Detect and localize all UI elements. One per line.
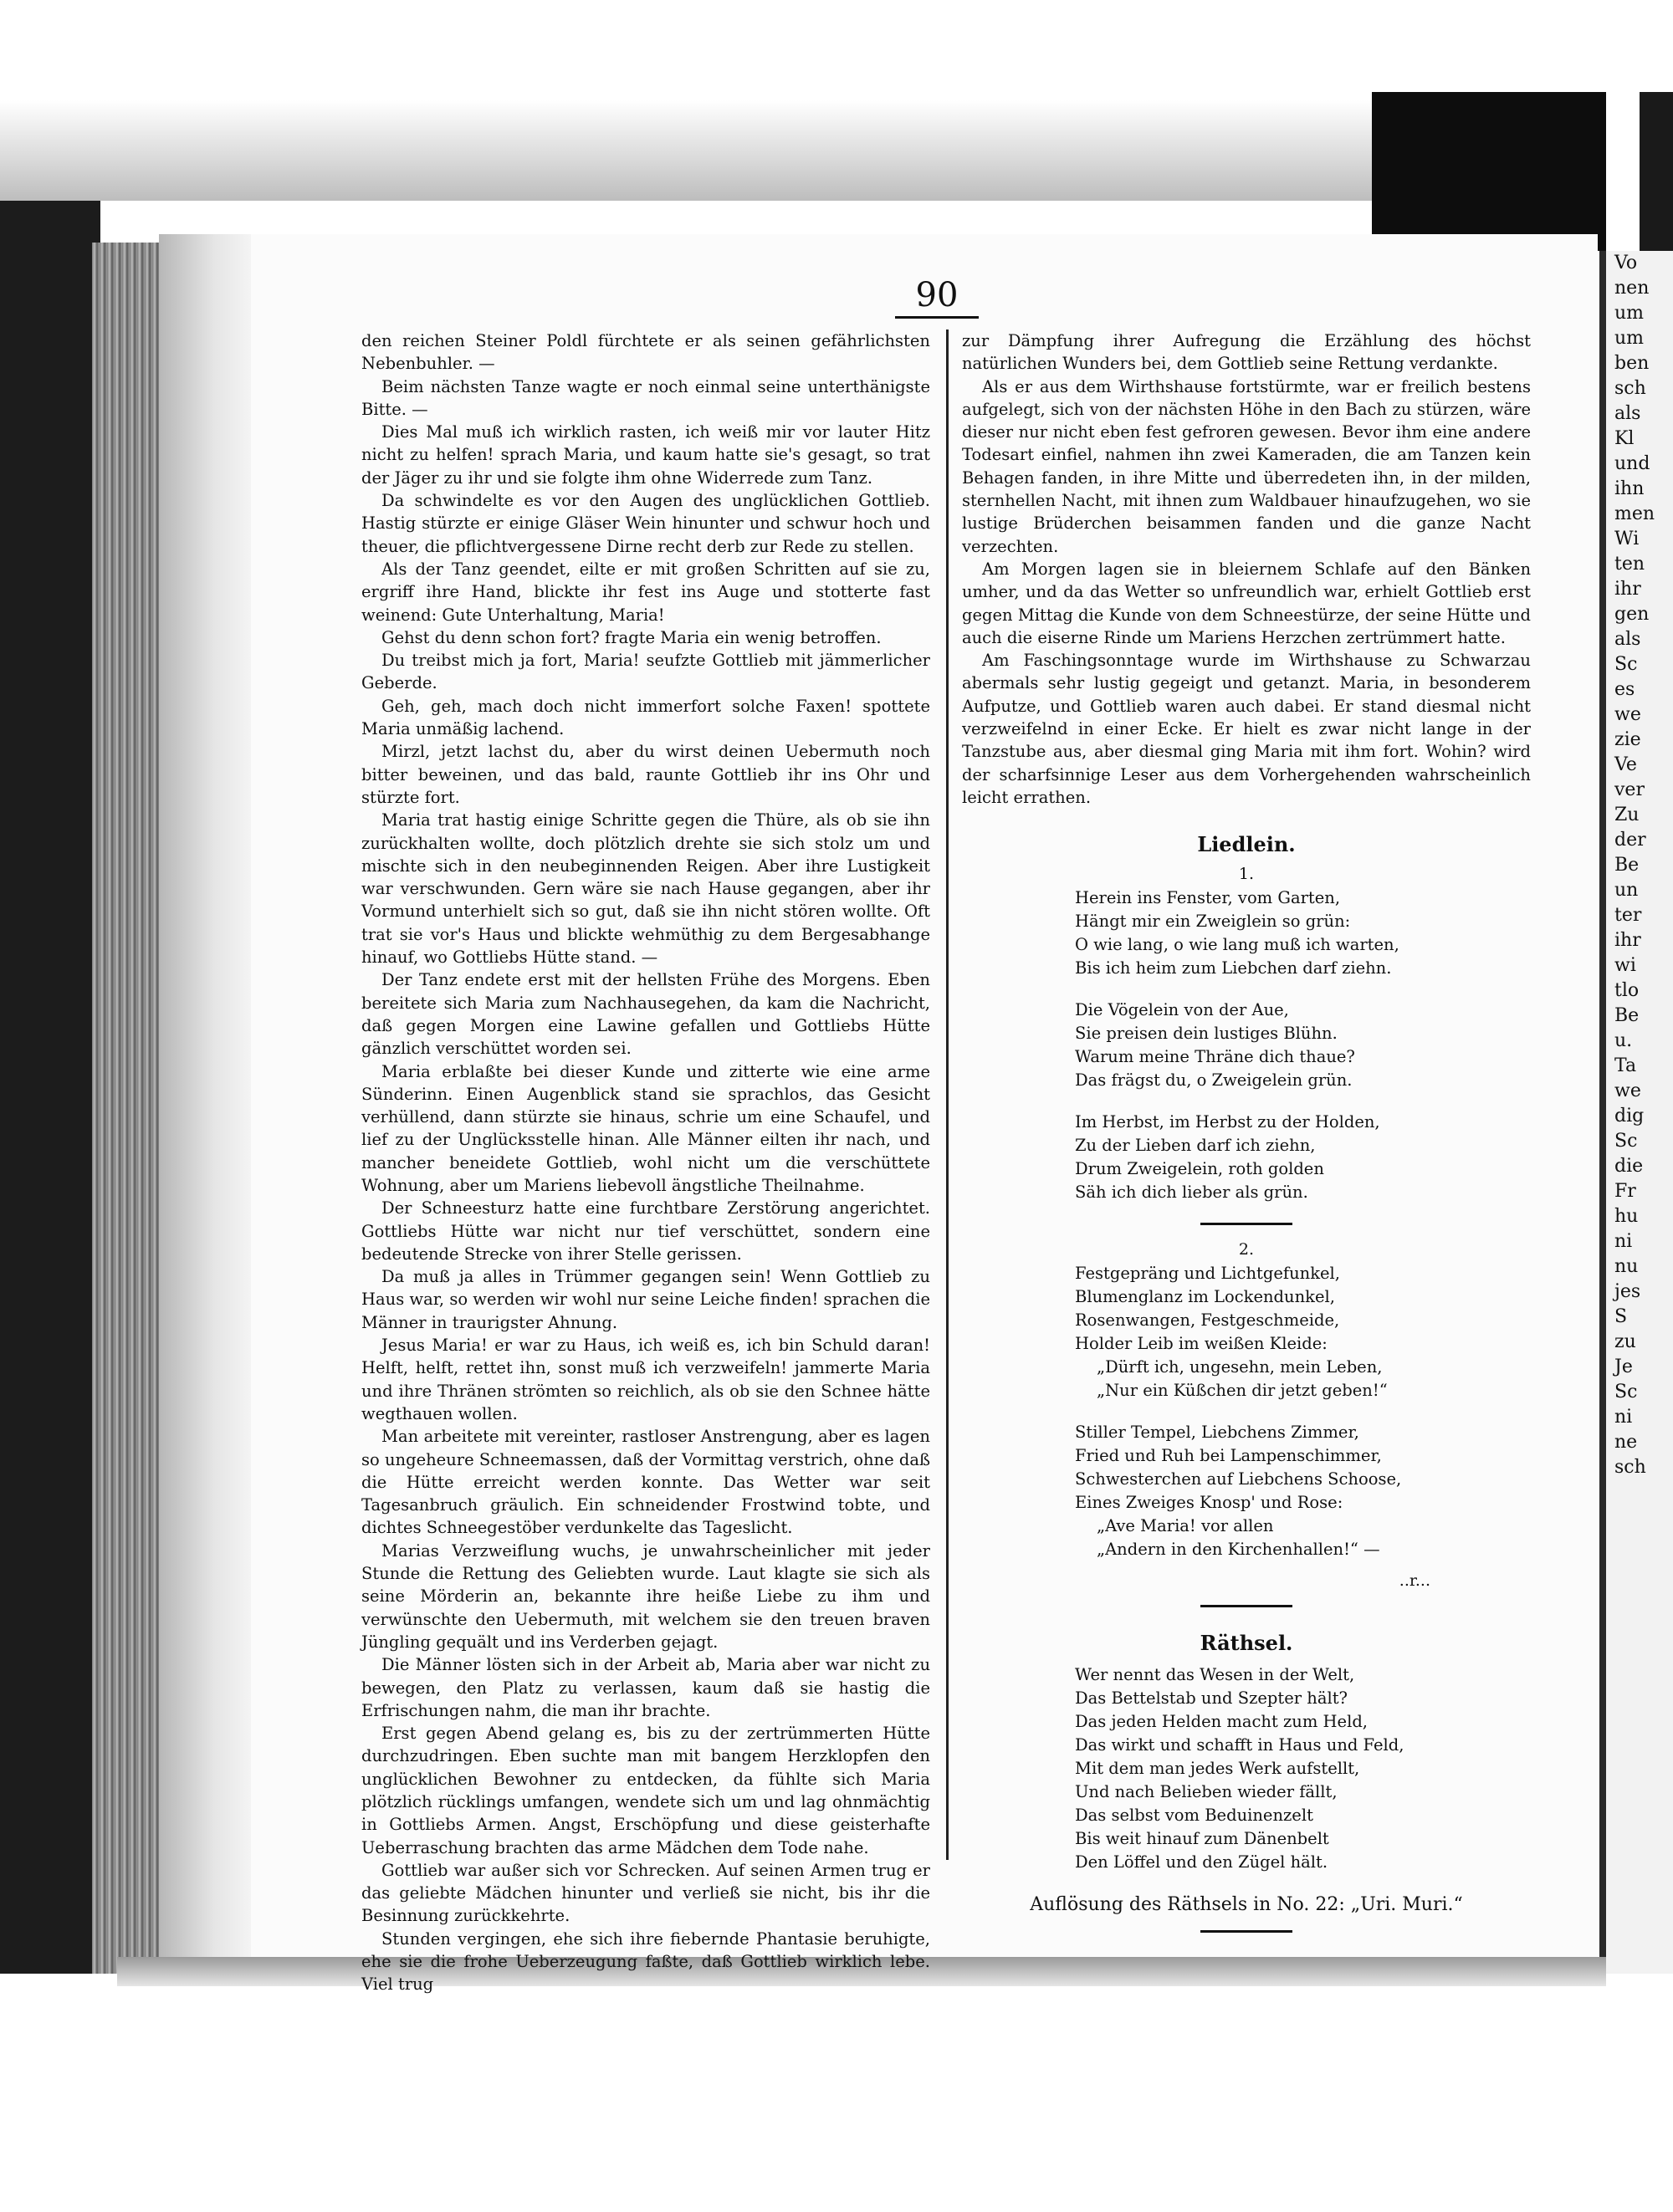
paragraph: Da muß ja alles in Trümmer gegangen sein! Wenn Gottlieb zu Haus war, so werden wir wohl nur seine Leiche finden! sprachen die Männer in traurigster Ahnung.: [361, 1267, 930, 1332]
paragraph: Man arbeitete mit vereinter, rastloser Anstrengung, aber es lagen so ungeheure Schneemassen, daß der Vormittag verstrich, ohne daß die Hütte erreicht werden konnte. Das Wetter war seit Tagesanbruch gräulich. Ein schneidender Frostwind tobte, und dichtes Schneegestöber verdunkelte das Tageslicht.: [361, 1427, 930, 1538]
poem-line: Mit dem man jedes Werk aufstellt,: [1075, 1759, 1360, 1779]
next-page-text: ni: [1614, 1231, 1633, 1252]
next-page-text: nen: [1614, 278, 1650, 299]
paragraph: Am Morgen lagen sie in bleiernem Schlafe auf den Bänken umher, und da das Wetter so unfreundlich war, erhielt Gottlieb erst gegen Mittag die Kunde von dem Schneestürze, der seine Hütte und auch die eiserne Rinde um Mariens Herzchen zertrümmert hatte.: [962, 559, 1531, 647]
poem-signature: ..r...: [1399, 1571, 1430, 1591]
paragraph: Beim nächsten Tanze wagte er noch einmal seine unterthänigste Bitte. —: [361, 376, 930, 419]
scan-left-dark-edge: [0, 201, 100, 1974]
poem-line: Das Bettelstab und Szepter hält?: [1075, 1688, 1348, 1709]
next-page-text: Vo: [1614, 253, 1638, 273]
next-page-text: tlo: [1614, 980, 1640, 1001]
poem-line: Drum Zweigelein, roth golden: [1075, 1159, 1324, 1179]
paragraph: Der Schneesturz hatte eine furchtbare Zerstörung angerichtet. Gottliebs Hütte war nicht nur tief verschüttet, sondern eine bedeutende Strecke von ihrer Stelle gerissen.: [361, 1198, 930, 1264]
poem-line: „Nur ein Küßchen dir jetzt geben!“: [1097, 1381, 1388, 1401]
page-curl-shadow: [159, 234, 251, 1965]
column-divider: [946, 330, 949, 1860]
paragraph: Geh, geh, mach doch nicht immerfort solche Faxen! spottete Maria unmäßig lachend.: [361, 696, 930, 739]
next-page-text: Sc: [1614, 1131, 1638, 1152]
paragraph: Gottlieb war außer sich vor Schrecken. Auf seinen Armen trug er das geliebte Mädchen hinunter und verließ sie nicht, bis ihr die Besinnung zurückkehrte.: [361, 1860, 930, 1926]
next-page-text: Zu: [1614, 805, 1640, 825]
next-page-text: und: [1614, 453, 1650, 474]
next-page-text: hu: [1614, 1206, 1639, 1227]
section-rule: [1200, 1223, 1292, 1225]
poem-line: Die Vögelein von der Aue,: [1075, 1000, 1289, 1020]
next-page-text: we: [1614, 704, 1641, 725]
liedlein-part1: [1075, 886, 1531, 1204]
paragraph: Jesus Maria! er war zu Haus, ich weiß es, ich bin Schuld daran! Helft, helft, rettet ihn, sonst muß ich verzweifeln! jammerte Maria und ihre Thränen strömten so reichlich, als ob sie den Schnee hätte wegthauen wollen.: [361, 1336, 930, 1423]
next-page-text: als: [1614, 403, 1641, 424]
paragraph: Der Tanz endete erst mit der hellsten Frühe des Morgens. Eben bereitete sich Maria zum Nachhausegehen, da kam die Nachricht, daß gegen Morgen eine Lawine gefallen und Gottliebs Hütte gänzlich verschüttet worden sei.: [361, 970, 930, 1059]
next-page-text: Ta: [1614, 1055, 1637, 1076]
raethsel-poem: [1075, 1663, 1531, 1874]
poem-stanza: [1075, 1262, 1531, 1402]
next-page-text: Be: [1614, 855, 1640, 876]
paragraph: Da schwindelte es vor den Augen des unglücklichen Gottlieb. Hastig stürzte er einige Gläser Wein hinunter und schwur hoch und theuer, die pflichtvergessene Dirne recht derb zur Rede zu stellen.: [361, 491, 930, 556]
next-page-text: Ve: [1614, 754, 1637, 775]
paragraph: Als der Tanz geendet, eilte er mit großen Schritten auf sie zu, ergriff ihre Hand, blickte ihr fest ins Auge und stotterte fast weinend: Gute Unterhaltung, Maria!: [361, 559, 930, 625]
right-prose: [962, 330, 1531, 809]
poem-line: Und nach Belieben wieder fällt,: [1075, 1782, 1338, 1802]
next-page-text: dig: [1614, 1106, 1645, 1126]
next-page-text: Sc: [1614, 654, 1638, 675]
scan-dark-region: [1372, 92, 1606, 251]
paragraph: Mirzl, jetzt lachst du, aber du wirst deinen Uebermuth noch bitter beweinen, und das bald, raunte Gottlieb ihr ins Ohr und stürzte fort.: [361, 742, 930, 807]
left-column: [361, 330, 930, 1996]
poem-line: Rosenwangen, Festgeschmeide,: [1075, 1310, 1340, 1331]
book-page-edges: [92, 243, 167, 1974]
next-page-text: um: [1614, 328, 1645, 349]
next-page-text: ben: [1614, 353, 1650, 374]
next-page-text: als: [1614, 629, 1641, 650]
next-page-text: Fr: [1614, 1181, 1636, 1202]
poem-line: Stiller Tempel, Liebchens Zimmer,: [1075, 1423, 1359, 1443]
poem-line: Im Herbst, im Herbst zu der Holden,: [1075, 1112, 1380, 1132]
next-page-text: we: [1614, 1080, 1641, 1101]
next-page-text: es: [1614, 679, 1635, 700]
poem-line: Das frägst du, o Zweigelein grün.: [1075, 1070, 1353, 1091]
section-rule: [1200, 1930, 1292, 1933]
liedlein-part2: [1075, 1262, 1531, 1561]
poem-line: Bis weit hinauf zum Dänenbelt: [1075, 1829, 1329, 1849]
paragraph: Erst gegen Abend gelang es, bis zu der zertrümmerten Hütte durchzudringen. Eben suchte man mit bangem Herzklopfen den unglücklichen Bewohner zu entdecken, da fühlte sich Maria plötzlich rücklings umfangen, wendete sich um und lag ohnmächtig in Gottliebs Armen. Angst, Erschöpfung und diese geisterhafte Ueberraschung brachten das arme Mädchen dem Tode nahe.: [361, 1724, 930, 1857]
poem-line: Holder Leib im weißen Kleide:: [1075, 1334, 1328, 1354]
next-page-text: zu: [1614, 1331, 1636, 1352]
poem-line: Zu der Lieben darf ich ziehn,: [1075, 1136, 1316, 1156]
next-page-text: Je: [1614, 1356, 1633, 1377]
poem-stanza: [1075, 886, 1531, 980]
scan-shadow-top: [0, 100, 1372, 201]
paragraph: Maria erblaßte bei dieser Kunde und zitterte wie eine arme Sünderinn. Einen Augenblick stand sie sprachlos, das Gesicht verhüllend, dann stürzte sie hinaus, schrie um eine Schaufel, und lief zu der Unglücksstelle hinan. Alle Männer eilten ihr nach, und mancher beneidete Gottlieb, wohl nicht um die verschüttete Wohnung, aber um Mariens liebevoll ängstliche Theilnahme.: [361, 1061, 930, 1195]
poem-line: Herein ins Fenster, vom Garten,: [1075, 888, 1341, 908]
next-page-text: gen: [1614, 604, 1650, 625]
poem-line: Das wirkt und schafft in Haus und Feld,: [1075, 1735, 1404, 1755]
poem-stanza: [1075, 1111, 1531, 1204]
gutter-line: [1599, 251, 1606, 1957]
poem-line: Warum meine Thräne dich thaue?: [1075, 1047, 1355, 1067]
paragraph: den reichen Steiner Poldl fürchtete er als seinen gefährlichsten Nebenbuhler. —: [361, 331, 930, 374]
poem-line: Wer nennt das Wesen in der Welt,: [1075, 1665, 1355, 1685]
next-page-text: jes: [1614, 1281, 1641, 1302]
next-page-text: Be: [1614, 1005, 1640, 1026]
poem-line: Blumenglanz im Lockendunkel,: [1075, 1287, 1335, 1307]
next-page-text: ni: [1614, 1407, 1633, 1428]
next-page-text: zie: [1614, 729, 1641, 750]
paragraph: zur Dämpfung ihrer Aufregung die Erzählung des höchst natürlichen Wunders bei, dem Gottlieb seine Rettung verdankte.: [962, 331, 1531, 374]
paragraph: Marias Verzweiflung wuchs, je unwahrscheinlicher mit jeder Stunde die Rettung des Geliebten wurde. Laut klagte sie sich als seine Mörderin an, bekannte ihre heiße Liebe zu ihm und verwünschte den Uebermuth, mit welchem sie den treuen braven Jüngling gequält und ins Verderben gejagt.: [361, 1540, 930, 1652]
paragraph: Die Männer lösten sich in der Arbeit ab, Maria aber war nicht zu bewegen, den Platz zu verlassen, kaum daß sie hastig die Erfrischungen nahm, die man ihr brachte.: [361, 1655, 930, 1720]
poem-stanza: [1075, 999, 1531, 1092]
next-page-text: u.: [1614, 1030, 1633, 1051]
next-page-text: men: [1614, 503, 1655, 524]
next-page-text: ihr: [1614, 930, 1641, 951]
next-page-text: ihn: [1614, 478, 1645, 499]
poem-line: O wie lang, o wie lang muß ich warten,: [1075, 935, 1399, 955]
right-column: [962, 330, 1531, 1948]
poem-line: Schwesterchen auf Liebchens Schoose,: [1075, 1469, 1402, 1489]
raethsel-title: Räthsel.: [1200, 1631, 1293, 1656]
paragraph: Gehst du denn schon fort? fragte Maria ein wenig betroffen.: [381, 627, 882, 647]
next-page-text: Wi: [1614, 529, 1640, 549]
paragraph: Stunden vergingen, ehe sich ihre fiebernde Phantasie beruhigte, ehe sie die frohe Ueberzeugung faßte, daß Gottlieb wirklich lebe. Viel trug: [361, 1928, 930, 1995]
paragraph: Maria trat hastig einige Schritte gegen die Thüre, als ob sie ihn zurückhalten wollte, doch plötzlich drehte sie sich stolz um und mischte sich in den neubeginnenden Reigen. Aber ihre Lustigkeit war verschwunden. Gern wäre sie nach Hause gegangen, aber ihr Vormund unterhielt sich so gut, daß sie ihn nicht stören wollte. Oft trat sie vor's Haus und blickte wehmüthig zu dem Bergesabhange hinauf, wo Gottliebs Hütte stand. —: [361, 810, 930, 968]
paragraph: Als er aus dem Wirthshause fortstürmte, war er freilich bestens aufgelegt, sich von der nächsten Höhe in den Bach zu stürzen, wäre dieser nur nicht eben fest gefroren gewesen. Bevor ihm eine andere Todesart einfiel, nahmen ihn zwei Kameraden, die am Tanzen kein Behagen fanden, in ihre Mitte und überredeten ihn, in der milden, sternhellen Nacht, mit ihnen zum Waldbauer hinaufzugehen, wo sie lustige Brüderchen beisammen fanden und die ganze Nacht verzechten.: [962, 376, 1531, 556]
next-page-text: Sc: [1614, 1382, 1638, 1402]
poem-line: „Andern in den Kirchenhallen!“ —: [1097, 1540, 1380, 1560]
next-page-text: ten: [1614, 554, 1645, 575]
poem-line: Festgepräng und Lichtgefunkel,: [1075, 1264, 1340, 1284]
next-page-text: um: [1614, 303, 1645, 324]
next-page-text: die: [1614, 1156, 1644, 1177]
poem-line: Den Löffel und den Zügel hält.: [1075, 1852, 1328, 1872]
poem-line: Hängt mir ein Zweiglein so grün:: [1075, 912, 1351, 932]
poem-line: Das jeden Helden macht zum Held,: [1075, 1712, 1369, 1732]
next-page-text: der: [1614, 830, 1646, 851]
paragraph: Du treibst mich ja fort, Maria! seufzte Gottlieb mit jämmerlicher Geberde.: [361, 651, 930, 693]
poem-line: Eines Zweiges Knosp' und Rose:: [1075, 1493, 1343, 1513]
poem-line: „Ave Maria! vor allen: [1097, 1516, 1274, 1536]
paragraph: Dies Mal muß ich wirklich rasten, ich weiß mir vor lauter Hitz nicht zu helfen! sprach Maria, und kaum hatte sie's gesagt, so trat der Jäger zu ihr und sie folgte ihm ohne Widerrede zum Tanz.: [361, 422, 930, 488]
next-page-text: Kl: [1614, 428, 1635, 449]
section-rule: [1200, 1605, 1292, 1607]
scan-dark-region-right: [1640, 92, 1673, 251]
liedlein-part2-number: 2.: [1238, 1240, 1255, 1259]
next-page-text: ihr: [1614, 579, 1641, 600]
poem-line: Sie preisen dein lustiges Blühn.: [1075, 1024, 1338, 1044]
next-page-text: un: [1614, 880, 1639, 901]
paragraph: Am Faschingsonntage wurde im Wirthshause zu Schwarzau abermals sehr lustig gegeigt und getanzt. Maria, in besonderem Aufputze, und Gottlieb waren auch dabei. Er stand diesmal nicht verzweifelnd in einer Ecke. Er hielt es zwar nicht lange in der Tanzstube aus, aber diesmal ging Maria mit ihm fort. Wohin? wird der scharfsinnige Leser aus dem Vorhergehenden wahrscheinlich leicht errathen.: [962, 651, 1531, 807]
next-page-text: ver: [1614, 779, 1645, 800]
poem-stanza: [1075, 1421, 1531, 1561]
poem-line: „Dürft ich, ungesehn, mein Leben,: [1097, 1357, 1383, 1377]
raethsel-solution: Auflösung des Räthsels in No. 22: „Uri. Muri.“: [1030, 1894, 1463, 1916]
next-page-text: sch: [1614, 1457, 1646, 1478]
next-page-text: ne: [1614, 1432, 1638, 1453]
page-number: 90: [915, 276, 959, 314]
next-page-text: sch: [1614, 378, 1646, 399]
poem-line: Das selbst vom Beduinenzelt: [1075, 1806, 1313, 1826]
next-page-text: S: [1614, 1306, 1628, 1327]
next-page-fragment: [1606, 251, 1673, 1974]
poem-line: Säh ich dich lieber als grün.: [1075, 1183, 1308, 1203]
next-page-text: nu: [1614, 1256, 1639, 1277]
liedlein-part1-number: 1.: [1238, 865, 1255, 884]
liedlein-title: Liedlein.: [1197, 832, 1296, 857]
poem-line: Bis ich heim zum Liebchen darf ziehn.: [1075, 958, 1392, 978]
next-page-text: ter: [1614, 905, 1642, 926]
next-page-text: wi: [1614, 955, 1636, 976]
header-rule: [895, 316, 979, 319]
poem-line: Fried und Ruh bei Lampenschimmer,: [1075, 1446, 1382, 1466]
